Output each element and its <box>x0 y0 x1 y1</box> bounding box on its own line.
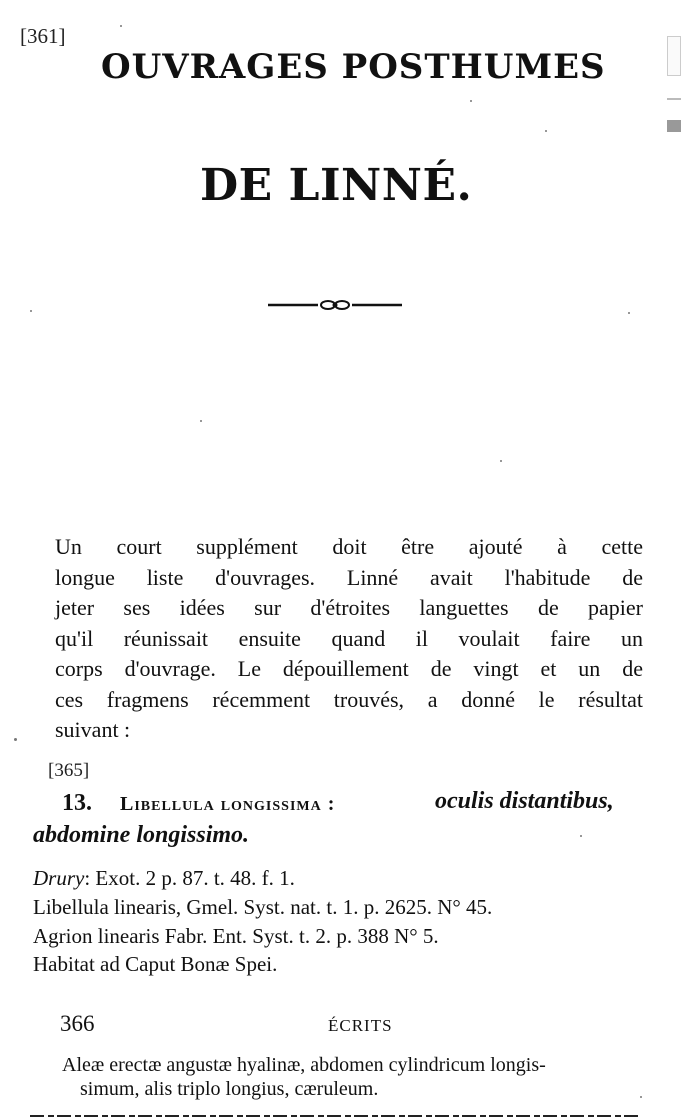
paper-speck <box>580 835 582 837</box>
page-number: 366 <box>60 1011 95 1036</box>
paper-speck <box>545 130 547 132</box>
paper-speck <box>200 420 202 422</box>
cut-off-text-line <box>0 1108 681 1120</box>
paper-speck <box>30 310 32 312</box>
scrollbar-divider <box>667 98 681 100</box>
paragraph-line: suivant : <box>55 717 131 742</box>
reference-author: Drury <box>33 866 85 890</box>
reference-line-3: Agrion linearis Fabr. Ent. Syst. t. 2. p. 388 N° 5. <box>33 924 439 948</box>
paper-speck <box>470 100 472 102</box>
entry-species-name: Libellula longissima : <box>120 793 336 815</box>
entry-description-part2: abdomine longissimo. <box>33 822 250 848</box>
scrollbar[interactable] <box>667 0 681 1120</box>
paragraph-line: longue liste d'ouvrages. Linné avait l'habitude de <box>55 564 643 590</box>
title-line-2: DE LINNÉ. <box>200 160 473 211</box>
paragraph-line: Un court supplément doit être ajouté à cette <box>55 534 643 559</box>
paper-speck <box>500 460 502 462</box>
habitat-line: Habitat ad Caput Bonæ Spei. <box>33 952 278 976</box>
paragraph-line: corps d'ouvrage. Le dépouillement de vingt et un de <box>55 656 643 681</box>
scrollbar-thumb[interactable] <box>667 120 681 132</box>
paper-speck <box>120 25 122 27</box>
paragraph-line: ces fragmens récemment trouvés, a donné le résultat <box>55 686 643 712</box>
reference-line-2: Libellula linearis, Gmel. Syst. nat. t. 1. p. 2625. N° 45. <box>33 895 493 919</box>
latin-description-line-1: Aleæ erectæ angustæ hyalinæ, abdomen cylindricum longis- <box>62 1054 546 1076</box>
intro-paragraph <box>55 532 643 746</box>
reference-citation: : Exot. 2 p. 87. t. 48. f. 1. <box>84 866 295 890</box>
ornament-divider <box>266 295 404 315</box>
page-marker-top: [361] <box>20 24 66 48</box>
page-marker-mid: [365] <box>48 760 90 781</box>
paper-speck <box>640 1096 642 1098</box>
reference-line-1 <box>33 866 295 891</box>
paragraph-line: jeter ses idées sur d'étroites languettes de papier <box>55 595 643 620</box>
paper-speck <box>14 738 17 741</box>
paper-speck <box>628 312 630 314</box>
title-line-1: OUVRAGES POSTHUMES <box>101 47 606 87</box>
scroll-up-button[interactable] <box>667 36 681 76</box>
latin-description-line-2: simum, alis triplo longius, cæruleum. <box>80 1078 379 1100</box>
running-head: ÉCRITS <box>328 1016 393 1035</box>
entry-number: 13. <box>62 790 92 816</box>
entry-description-part1: oculis distantibus, <box>435 788 614 814</box>
paragraph-line: qu'il réunissait ensuite quand il voulait faire un <box>55 625 643 651</box>
